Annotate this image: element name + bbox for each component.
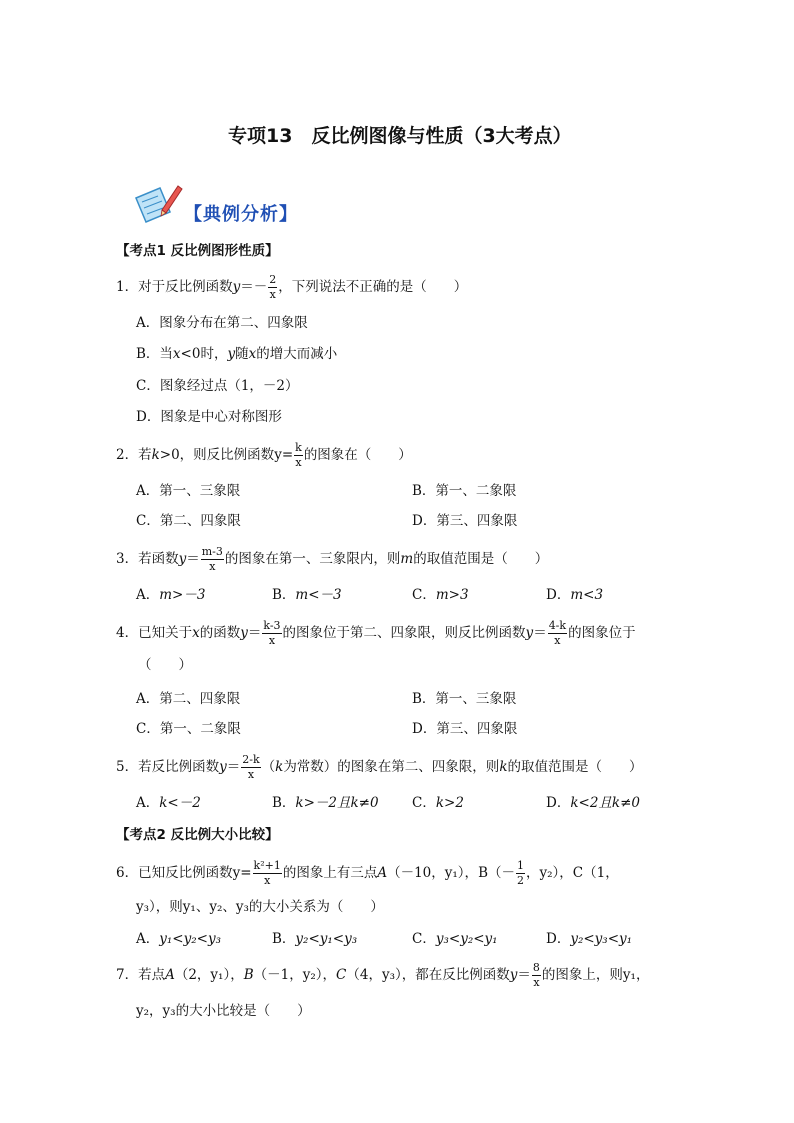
q5-option-a: A．k<－2 <box>136 795 201 811</box>
question-1-stem: 1．对于反比例函数y＝－ $\frac{2}{x}$ ，下列说法不正确的是（ ） <box>116 273 468 301</box>
q4-option-a: A．第二、四象限 <box>136 691 241 707</box>
topic-1-heading: 【考点1 反比例图形性质】 <box>116 243 279 259</box>
q6-option-b: B．y₂<y₁<y₃ <box>272 931 358 947</box>
q3-option-a: A．m>－3 <box>136 587 206 603</box>
q2-option-b: B．第一、二象限 <box>412 483 517 499</box>
q4-option-c: C．第一、二象限 <box>136 721 241 737</box>
q6-option-c: C．y₃<y₂<y₁ <box>412 931 498 947</box>
question-2-stem: 2．若k>0，则反比例函数y= $\frac{k}{x}$ 的图象在（ ） <box>116 441 412 469</box>
q1-option-a: A．图象分布在第二、四象限 <box>136 315 308 331</box>
question-7-stem-line2: y₂，y₃的大小比较是（ ） <box>136 1003 311 1019</box>
q6-option-d: D．y₂<y₃<y₁ <box>546 931 633 947</box>
q2-option-d: D．第三、四象限 <box>412 513 518 529</box>
question-7-stem: 7．若点A（2，y₁），B（－1，y₂），C（4，y₃），都在反比例函数y＝ $\frac{8}{x}$ 的图象上，则y₁， <box>116 961 650 989</box>
pencil-paper-icon <box>132 180 184 224</box>
q2-option-a: A．第一、三象限 <box>136 483 241 499</box>
q1-option-b: B．当x<0时，y随x的增大而减小 <box>136 346 338 362</box>
q3-option-d: D．m<3 <box>546 587 604 603</box>
q1-option-d: D．图象是中心对称图形 <box>136 409 282 425</box>
q4-answer-parentheses: （ ） <box>138 657 192 673</box>
q1-option-c: C．图象经过点（1，－2） <box>136 378 299 394</box>
q5-option-b: B．k>－2且k≠0 <box>272 795 379 811</box>
q3-option-b: B．m<－3 <box>272 587 342 603</box>
question-6-stem: 6．已知反比例函数y= $\frac{\text{k²+1}}{x}$ 的图象上有三点A（－10，y₁），B（－ $\frac{1}{2}$ ，y₂），C（1， <box>116 859 619 887</box>
q6-option-a: A．y₁<y₂<y₃ <box>136 931 221 947</box>
question-6-stem-line2: y₃），则y₁、y₂、y₃的大小关系为（ ） <box>136 899 384 915</box>
q5-option-c: C．k>2 <box>412 795 464 811</box>
question-3-stem: 3．若函数y＝ $\frac{m-3}{x}$ 的图象在第一、三象限内，则m的取值范围是（ ） <box>116 545 549 573</box>
page-title: 专项13 反比例图像与性质（3大考点） <box>228 125 572 147</box>
section-header: 【典例分析】 <box>184 204 298 225</box>
question-4-stem: 4．已知关于x的函数y＝ $\frac{k-3}{x}$ 的图象位于第二、四象限，则反比例函数y＝ $\frac{4-k}{x}$ 的图象位于 <box>116 619 636 647</box>
q2-option-c: C．第二、四象限 <box>136 513 241 529</box>
q4-option-b: B．第一、三象限 <box>412 691 517 707</box>
q4-option-d: D．第三、四象限 <box>412 721 518 737</box>
q3-option-c: C．m>3 <box>412 587 469 603</box>
topic-2-heading: 【考点2 反比例大小比较】 <box>116 827 279 843</box>
q5-option-d: D．k<2且k≠0 <box>546 795 640 811</box>
question-5-stem: 5．若反比例函数y＝ $\frac{2-k}{x}$ （k为常数）的图象在第二、四象限，则k的取值范围是（ ） <box>116 753 643 781</box>
